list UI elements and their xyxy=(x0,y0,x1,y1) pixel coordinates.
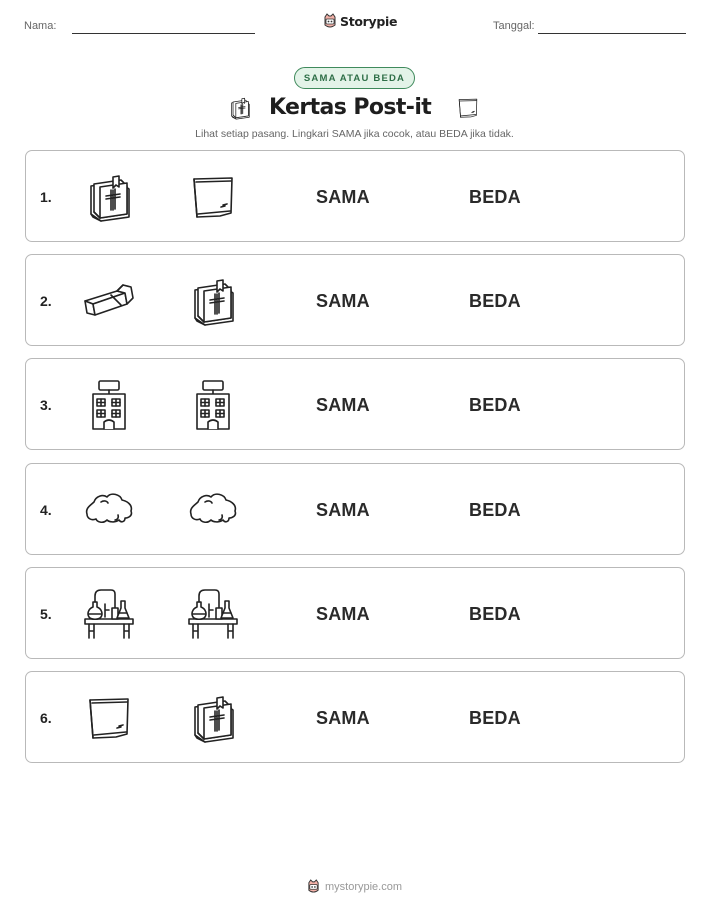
date-line[interactable] xyxy=(538,33,686,34)
option-sama[interactable]: SAMA xyxy=(316,604,370,624)
row-number: 6. xyxy=(40,710,52,726)
option-sama[interactable]: SAMA xyxy=(316,395,370,415)
option-sama[interactable]: SAMA xyxy=(316,708,370,728)
option-beda[interactable]: BEDA xyxy=(469,395,521,415)
row-number: 5. xyxy=(40,606,52,622)
exercise-row xyxy=(25,671,685,763)
option-sama[interactable]: SAMA xyxy=(316,187,370,207)
bible-icon xyxy=(81,169,137,225)
category-badge: SAMA ATAU BEDA xyxy=(294,67,415,89)
footer xyxy=(307,879,402,894)
date-label: Tanggal: xyxy=(493,20,535,32)
name-field[interactable] xyxy=(24,20,56,32)
sticky-note-icon xyxy=(81,690,137,746)
option-beda[interactable]: BEDA xyxy=(469,187,521,207)
row-number: 1. xyxy=(40,189,52,205)
slime-blob-icon xyxy=(185,482,241,538)
bible-icon xyxy=(185,690,241,746)
title-row xyxy=(0,92,709,124)
row-number: 2. xyxy=(40,293,52,309)
date-field[interactable] xyxy=(493,20,535,32)
eraser-icon xyxy=(81,273,137,329)
option-beda[interactable]: BEDA xyxy=(469,708,521,728)
instructions: Lihat setiap pasang. Lingkari SAMA jika cocok, atau BEDA jika tidak. xyxy=(195,128,514,140)
brand-name: Storypie xyxy=(340,13,398,29)
bible-icon xyxy=(185,273,241,329)
name-label: Nama: xyxy=(24,20,57,32)
sticky-note-icon xyxy=(455,95,481,121)
office-building-icon xyxy=(81,377,137,433)
name-line[interactable] xyxy=(72,33,255,34)
option-sama[interactable]: SAMA xyxy=(316,291,370,311)
sticky-note-icon xyxy=(185,169,241,225)
bible-icon xyxy=(227,94,253,122)
option-beda[interactable]: BEDA xyxy=(469,604,521,624)
row-number: 3. xyxy=(40,397,52,413)
option-beda[interactable]: BEDA xyxy=(469,500,521,520)
page-title: Kertas Post-it xyxy=(269,95,432,120)
option-sama[interactable]: SAMA xyxy=(316,500,370,520)
exercise-row xyxy=(25,254,685,346)
mascot-icon xyxy=(307,879,320,894)
lab-table-icon xyxy=(81,586,137,642)
exercise-row xyxy=(25,358,685,450)
office-building-icon xyxy=(185,377,241,433)
footer-url: mystorypie.com xyxy=(325,880,403,893)
row-number: 4. xyxy=(40,502,52,518)
slime-blob-icon xyxy=(81,482,137,538)
lab-table-icon xyxy=(185,586,241,642)
brand-logo xyxy=(323,13,397,29)
option-beda[interactable]: BEDA xyxy=(469,291,521,311)
exercise-row xyxy=(25,463,685,555)
exercise-row xyxy=(25,150,685,242)
exercise-row xyxy=(25,567,685,659)
mascot-icon xyxy=(323,13,337,29)
